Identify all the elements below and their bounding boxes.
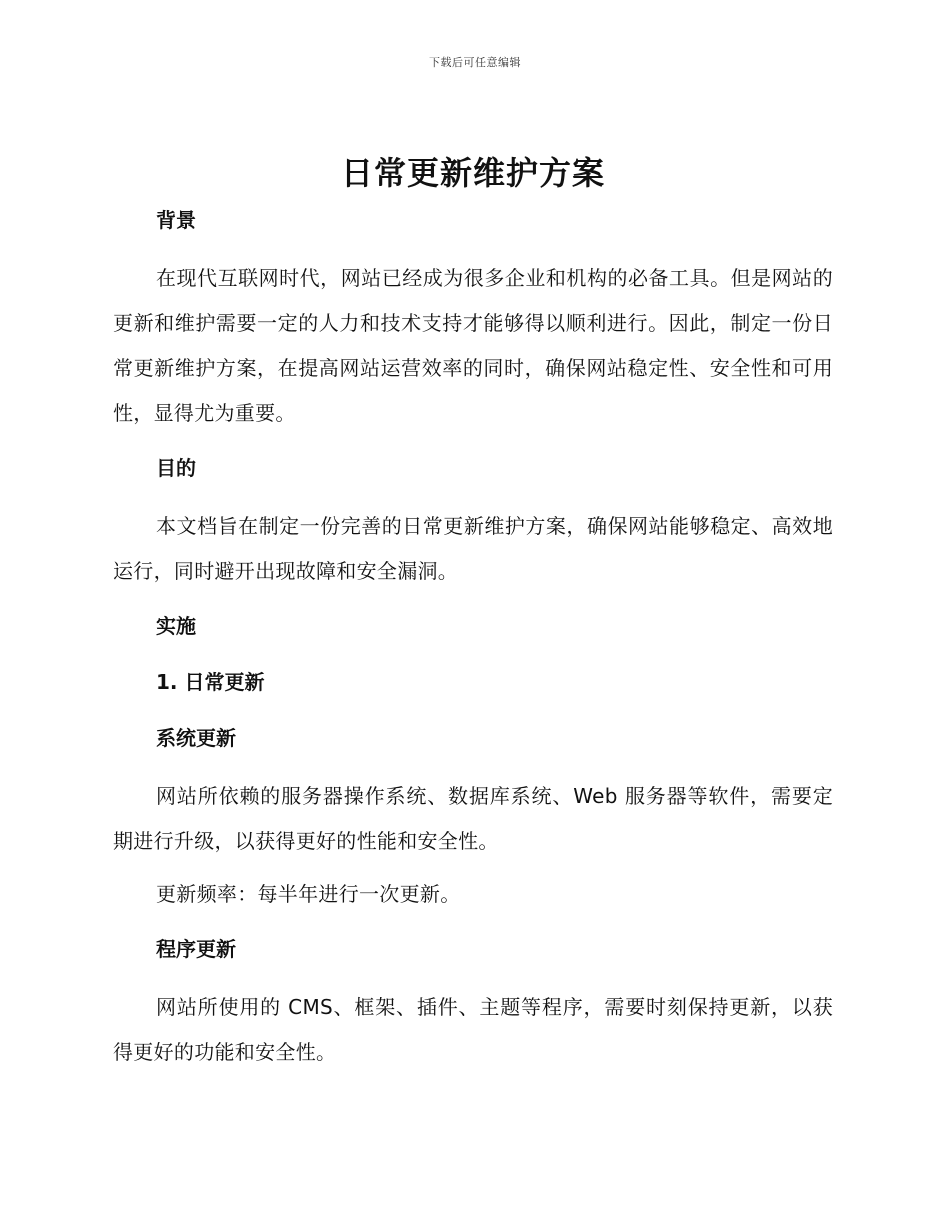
spacer bbox=[113, 244, 833, 256]
document-body bbox=[113, 148, 833, 1075]
spacer bbox=[113, 594, 833, 602]
update-frequency-paragraph: 更新频率：每半年进行一次更新。 bbox=[156, 882, 461, 906]
subsection-heading-system-update: 系统更新 bbox=[156, 726, 236, 750]
background-paragraph: 在现代互联网时代，网站已经成为很多企业和机构的必备工具。但是网站的更新和维护需要一定的人力和技术支持才能够得以顺利进行。因此，制定一份日常更新维护方案，在提高网站运营效率的同时，确保网站稳定性、安全性和可用性，显得尤为重要。 bbox=[113, 266, 833, 425]
program-update-paragraph: 网站所使用的 CMS、框架、插件、主题等程序，需要时刻保持更新，以获得更好的功能和安全性。 bbox=[113, 995, 833, 1064]
section-heading-implementation: 实施 bbox=[156, 614, 196, 638]
spacer bbox=[113, 436, 833, 444]
subsection-heading-program-update: 程序更新 bbox=[156, 937, 236, 961]
spacer bbox=[113, 973, 833, 985]
purpose-paragraph: 本文档旨在制定一份完善的日常更新维护方案，确保网站能够稳定、高效地运行，同时避开出现故障和安全漏洞。 bbox=[113, 514, 833, 583]
spacer bbox=[113, 706, 833, 714]
system-update-paragraph: 网站所依赖的服务器操作系统、数据库系统、Web 服务器等软件，需要定期进行升级，以获得更好的性能和安全性。 bbox=[113, 784, 833, 853]
section-heading-purpose: 目的 bbox=[156, 456, 196, 480]
spacer bbox=[113, 492, 833, 504]
section-heading-background: 背景 bbox=[156, 208, 196, 232]
spacer bbox=[113, 917, 833, 925]
spacer bbox=[113, 864, 833, 872]
page-header-note: 下载后可任意编辑 bbox=[429, 56, 521, 69]
spacer bbox=[113, 650, 833, 658]
document-title: 日常更新维护方案 bbox=[340, 154, 605, 192]
spacer bbox=[113, 762, 833, 774]
subsection-heading-daily-update: 1. 日常更新 bbox=[156, 670, 265, 694]
